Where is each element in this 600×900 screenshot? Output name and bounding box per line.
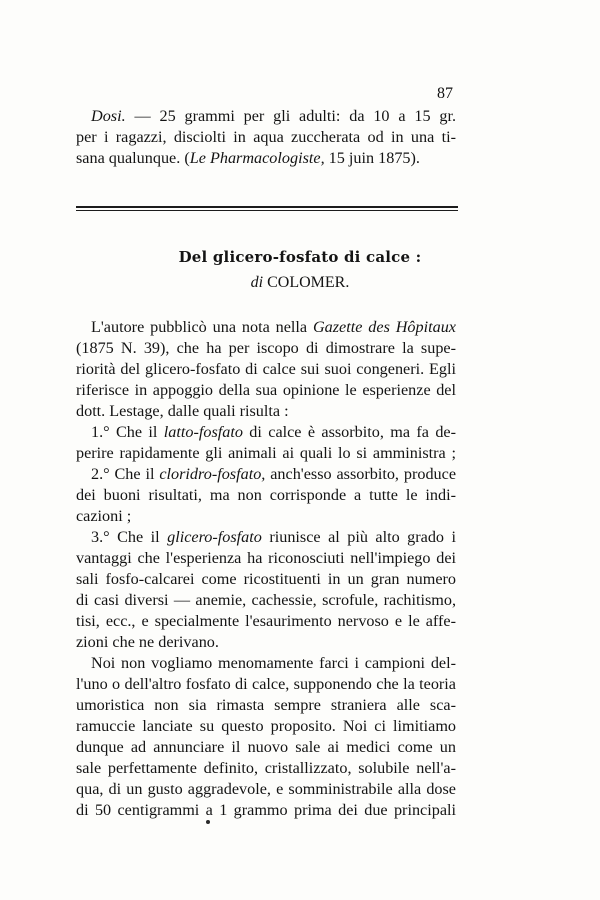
item-text: anch'esso assorbito, produce: [265, 465, 456, 483]
source-journal: Le Pharmacologiste,: [189, 149, 325, 167]
section-divider-thick: [76, 206, 458, 208]
body-line: di 50 centigrammi a 1 grammo prima dei due principali: [76, 801, 456, 819]
dosage-line-2: per i ragazzi, disciolti in aqua zuccherata od in una ti-: [76, 128, 456, 146]
body-line: sale perfettamente definito, cristallizzato, solubile nell'a-: [76, 759, 456, 777]
body-line: [91, 317, 456, 337]
page-number: 87: [437, 85, 453, 102]
list-item-3: [91, 527, 456, 547]
body-line: tisi, ecc., e specialmente l'esaurimento nervoso e le affe-: [76, 612, 456, 630]
body-line: Noi non vogliamo menomamente farci i campioni del-: [91, 654, 456, 672]
journal-title: Gazette des Hôpitaux: [312, 318, 456, 336]
body-line: (1875 N. 39), che ha per iscopo di dimostrare la supe-: [76, 339, 456, 357]
body-line: cazioni ;: [76, 507, 132, 525]
item-text: 2.° Che il: [91, 465, 160, 483]
author-name: COLOMER.: [263, 274, 350, 291]
source-date: 15 juin 1875).: [324, 149, 420, 167]
body-line: dott. Lestage, dalle quali risulta :: [76, 402, 289, 420]
body-line: zioni che ne derivano.: [76, 633, 219, 651]
article-title: Del glicero-fosfato di calce :: [178, 248, 422, 266]
article-author: [0, 273, 600, 293]
item-text: di calce è assorbito, ma fa de-: [242, 423, 457, 441]
body-line: sali fosfo-calcarei come ricostituenti in un gran numero: [76, 570, 456, 588]
author-preposition: di: [250, 274, 264, 291]
body-line: ramuccie lanciate su questo proposito. Noi ci limitiamo: [76, 717, 456, 735]
dosage-label: Dosi.: [91, 107, 126, 125]
item-text: 3.° Che il: [91, 528, 168, 546]
body-line: riorità del glicero-fosfato di calce sui suoi congeneri. Egli: [76, 360, 456, 378]
item-text: riunisce al più alto grado i: [261, 528, 456, 546]
body-text: L'autore pubblicò una nota nella: [91, 318, 313, 336]
section-divider-thin: [76, 210, 458, 211]
body-line: qua, di un gusto aggradevole, e somministrabile alla dose: [76, 780, 456, 798]
ink-speck: [206, 820, 210, 824]
body-line: vantaggi che l'esperienza ha riconosciuti nell'impiego dei: [76, 549, 456, 567]
list-item-1: [91, 422, 456, 442]
body-line: dei buoni risultati, ma non corrisponde a tutte le indi-: [76, 486, 456, 504]
compound-name: glicero-fosfato: [167, 528, 262, 546]
dosage-text: sana qualunque. (: [76, 149, 190, 167]
body-line: di casi diversi — anemie, cachessie, scrofule, rachitismo,: [76, 591, 456, 609]
body-line: riferisce in appoggio della sua opinione le esperienze del: [76, 381, 456, 399]
dosage-text: — 25 grammi per gli adulti: da 10 a 15 gr.: [125, 107, 456, 125]
compound-name: cloridro-fosfato,: [159, 465, 266, 483]
body-line: dunque ad annunciare il nuovo sale ai medici come un: [76, 738, 456, 756]
body-line: umoristica non sia rimasta sempre straniera alle sca-: [76, 696, 456, 714]
dosage-line-3: [76, 148, 456, 168]
list-item-2: [91, 464, 456, 484]
body-line: l'uno o dell'altro fosfato di calce, supponendo che la teoria: [76, 675, 456, 693]
compound-name: latto-fosfato: [163, 423, 243, 441]
body-line: perire rapidamente gli animali ai quali lo si amministra ;: [76, 444, 456, 462]
item-text: 1.° Che il: [91, 423, 164, 441]
dosage-line-1: [91, 106, 456, 126]
